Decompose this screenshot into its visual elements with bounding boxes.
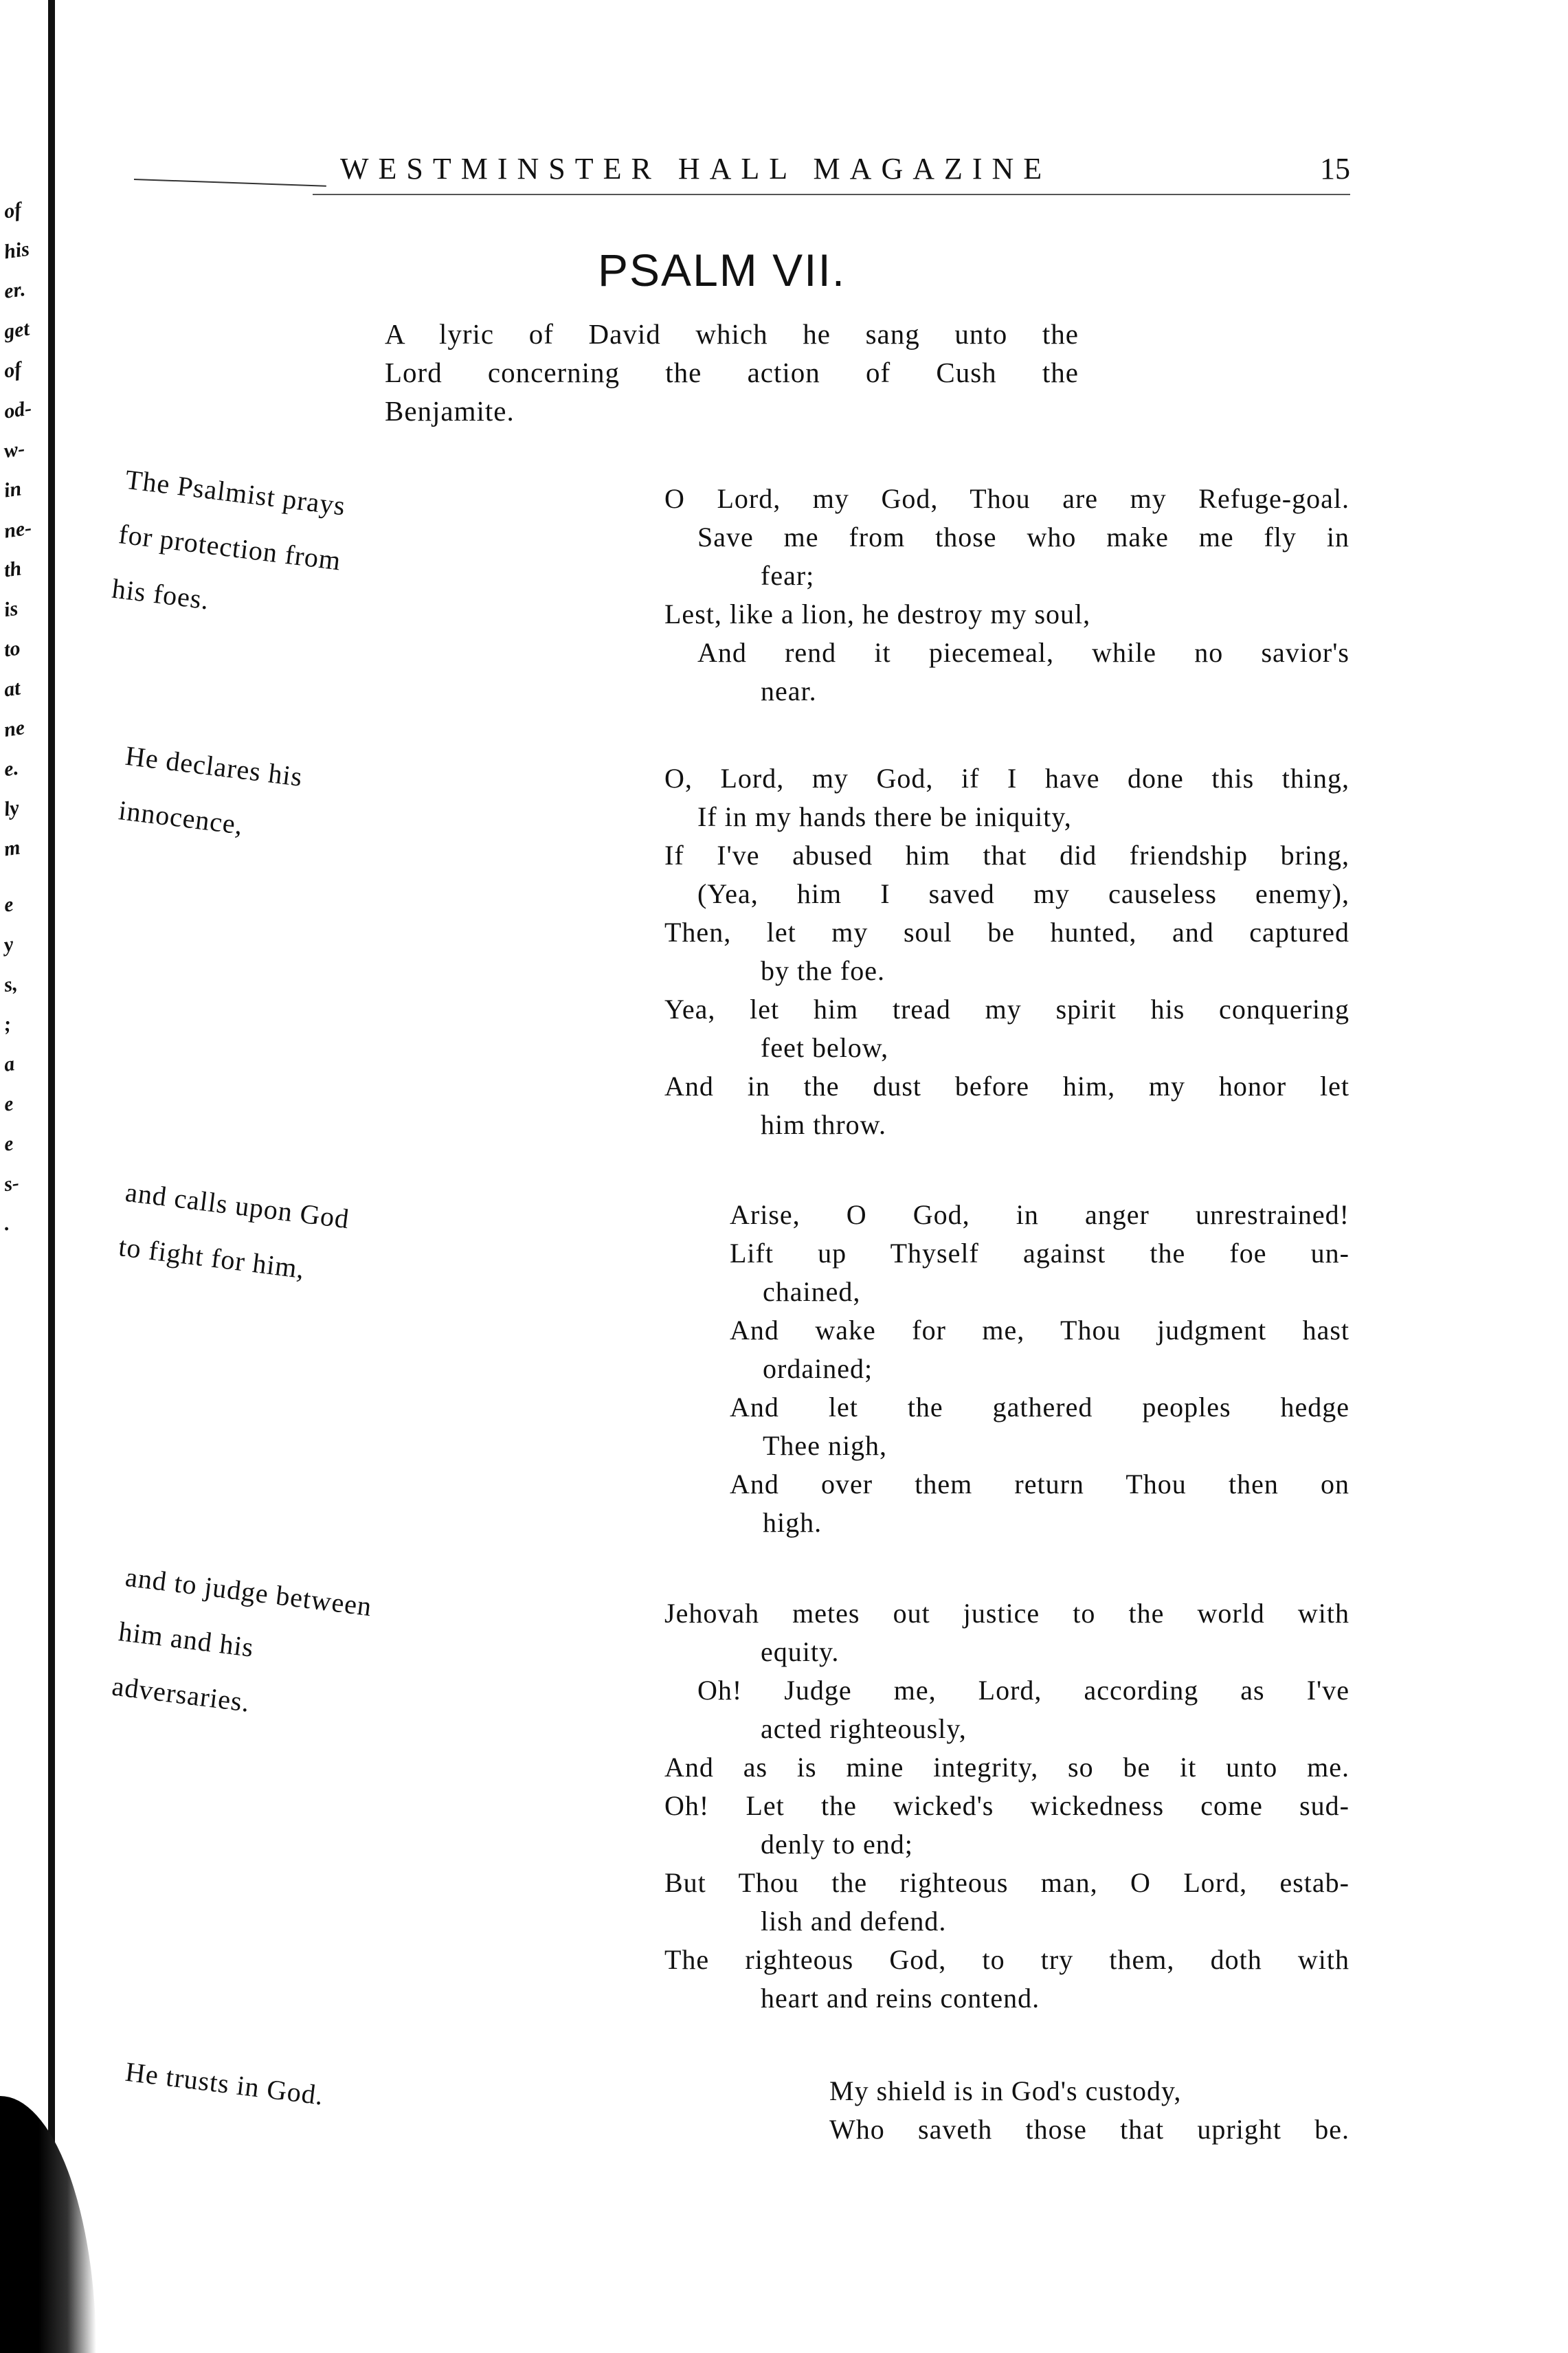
page-number: 15 (1320, 152, 1350, 186)
binding-shadow (0, 2096, 96, 2353)
poem-line: Then, let my soul be hunted, and captured (664, 917, 1349, 948)
stanza-1 (664, 480, 1349, 711)
fragment: er. (2, 278, 27, 303)
fragment: is (2, 596, 20, 622)
poem-line: Lift up Thyself against the foe un- (730, 1238, 1349, 1269)
fragment: his (2, 237, 31, 264)
margin-note-trusts-in-god (120, 2031, 328, 2137)
poem-line: And in the dust before him, my honor let (664, 1071, 1349, 1102)
fragment: th (2, 557, 23, 582)
fragment: at (2, 676, 22, 702)
fragment: of (2, 357, 23, 383)
poem-line: lish and defend. (761, 1906, 947, 1937)
poem-line: And let the gathered peoples hedge (730, 1392, 1349, 1423)
poem-line: And over them return Thou then on (730, 1469, 1349, 1499)
margin-note-line: his foes. (110, 572, 212, 616)
fragment: ; (2, 1012, 13, 1036)
poem-line: Oh! Let the wicked's wickedness come sud- (664, 1790, 1349, 1821)
poem-line: equity. (761, 1636, 840, 1667)
fragment: y (2, 933, 15, 957)
fragment: od- (2, 397, 34, 423)
poem-line: high. (763, 1507, 822, 1538)
poem-line: And rend it piecemeal, while no savior's (697, 637, 1349, 668)
poem-line: heart and reins contend. (761, 1983, 1040, 2014)
fragment: of (2, 198, 23, 223)
margin-note-line: He trusts in God. (124, 2055, 326, 2111)
margin-note-line: The Psalmist prays (124, 463, 348, 522)
binding-edge (48, 0, 55, 2353)
header-rule (313, 194, 1350, 195)
margin-note-prays (107, 438, 352, 657)
poem-line: O Lord, my God, Thou are my Refuge-goal. (664, 483, 1349, 514)
poem-line: O, Lord, my God, if I have done this thing, (664, 763, 1349, 794)
fragment: . (2, 1212, 11, 1236)
stanza-5 (829, 2072, 1349, 2149)
fragment: get (2, 317, 31, 344)
margin-note-innocence (114, 715, 308, 873)
poem-line: fear; (761, 560, 815, 591)
poem-line: Thee nigh, (763, 1430, 888, 1461)
poem-line: If in my hands there be iniquity, (697, 801, 1072, 832)
stanza-3 (730, 1196, 1349, 1542)
stanza-2 (664, 759, 1349, 1144)
magazine-title: WESTMINSTER HALL MAGAZINE (340, 152, 1052, 186)
fragment: e (2, 1132, 15, 1156)
subtitle (385, 315, 1079, 430)
poem-line: Arise, O God, in anger unrestrained! (730, 1199, 1349, 1230)
poem-line: Lest, like a lion, he destroy my soul, (664, 599, 1091, 629)
margin-note-line: innocence, (117, 794, 245, 840)
poem-line: And wake for me, Thou judgment hast (730, 1315, 1349, 1346)
fragment: m (2, 836, 22, 861)
fragment: a (2, 1052, 16, 1076)
fragment: ly (2, 796, 21, 821)
margin-note-line: adversaries. (110, 1670, 252, 1718)
fragment: ne- (2, 516, 34, 543)
poem-line: The righteous God, to try them, doth with (664, 1944, 1349, 1975)
poem-line: ordained; (763, 1353, 873, 1384)
poem-line: chained, (763, 1276, 861, 1307)
fragment: to (2, 636, 22, 662)
fragment: s, (2, 972, 19, 997)
fragment: in (2, 477, 23, 502)
poem-line: And as is mine integrity, so be it unto me. (664, 1752, 1349, 1783)
margin-note-line: for protection from (117, 518, 343, 577)
margin-note-judge-between (107, 1536, 377, 1757)
poem-line: feet below, (761, 1032, 889, 1063)
margin-note-line: He declares his (124, 739, 304, 792)
poem-line: Who saveth those that upright be. (829, 2114, 1349, 2145)
margin-note-line: and to judge between (124, 1561, 374, 1622)
fragment: e (2, 893, 15, 917)
poem-line: If I've abused him that did friendship bring, (664, 840, 1349, 871)
running-head (134, 151, 1350, 199)
subtitle-line: Benjamite. (385, 395, 515, 427)
poem-line: Save me from those who make me fly in (697, 522, 1349, 553)
fragment: ne (2, 716, 27, 741)
poem-line: Jehovah metes out justice to the world with (664, 1598, 1349, 1629)
psalm-title: PSALM VII. (598, 245, 847, 295)
margin-note-line: and calls upon God (124, 1176, 351, 1235)
poem-line: him throw. (761, 1109, 886, 1140)
margin-note-calls-upon-god (114, 1151, 355, 1315)
fragment: s- (2, 1171, 21, 1196)
margin-note-line: to fight for him, (117, 1231, 307, 1285)
poem-line: denly to end; (761, 1829, 913, 1860)
poem-line: Yea, let him tread my spirit his conquering (664, 994, 1349, 1025)
stanza-4 (664, 1594, 1349, 2018)
subtitle-line: A lyric of David which he sang unto the (385, 318, 1079, 350)
fragment: w- (2, 437, 27, 462)
header-rule-flourish (134, 179, 326, 187)
poem-line: by the foe. (761, 955, 885, 986)
fragment: e (2, 1092, 15, 1116)
poem-line: But Thou the righteous man, O Lord, estab- (664, 1867, 1349, 1898)
subtitle-line: Lord concerning the action of Cush the (385, 357, 1079, 388)
fragment: e. (2, 756, 20, 781)
margin-note-line: him and his (117, 1616, 256, 1663)
poem-line: near. (761, 676, 817, 706)
poem-line: Oh! Judge me, Lord, according as I've (697, 1675, 1349, 1706)
poem-line: (Yea, him I saved my causeless enemy), (697, 878, 1349, 909)
poem-line: acted righteously, (761, 1713, 967, 1744)
poem-line: My shield is in God's custody, (829, 2075, 1182, 2106)
